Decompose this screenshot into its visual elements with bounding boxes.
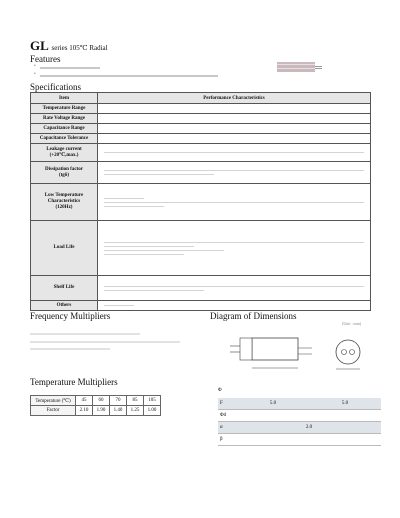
temperature-multipliers-heading: Temperature Multipliers xyxy=(30,377,118,387)
series-name: GL xyxy=(30,38,49,53)
temperature-cell: 60 xyxy=(93,396,110,406)
row-value xyxy=(98,104,371,114)
dim-key: β xyxy=(218,434,237,446)
row-value xyxy=(98,301,371,311)
feature-bullet-1: • xyxy=(34,64,36,69)
frequency-text xyxy=(30,348,110,350)
row-item-line: Dissipation factor xyxy=(45,166,83,172)
row-value xyxy=(98,114,371,124)
specifications-table xyxy=(30,92,371,311)
specifications-heading: Specifications xyxy=(30,82,81,92)
dim-cell xyxy=(309,434,381,446)
table-row xyxy=(218,398,381,410)
frequency-text xyxy=(30,341,180,343)
factor-label: Factor xyxy=(31,406,76,416)
row-item xyxy=(31,144,98,162)
page-title xyxy=(30,38,108,54)
dim-key: Φd xyxy=(218,410,237,422)
temperature-cell: 85 xyxy=(127,396,144,406)
table-row xyxy=(31,396,161,406)
row-item: Capacitance Tolerance xyxy=(31,134,98,144)
factor-cell: 2.10 xyxy=(76,406,93,416)
table-row xyxy=(218,434,381,446)
row-value xyxy=(98,276,371,301)
row-item-line: (+20℃,max.) xyxy=(49,152,79,158)
dim-cell: 2.0 xyxy=(237,422,381,434)
col-item-header: Item xyxy=(31,93,98,104)
phi-label: Φ xyxy=(218,388,222,393)
row-item: Others xyxy=(31,301,98,311)
factor-cell: 1.90 xyxy=(93,406,110,416)
row-value xyxy=(98,221,371,276)
dim-cell: 5.0 xyxy=(309,398,381,410)
temperature-label: Temperature (℃) xyxy=(31,396,76,406)
table-row xyxy=(31,406,161,416)
dimension-diagram xyxy=(210,324,390,384)
row-item: Temperature Range xyxy=(31,104,98,114)
row-value xyxy=(98,162,371,184)
temperature-multipliers-table xyxy=(30,395,161,416)
row-item-line: Low Temperature xyxy=(44,193,84,198)
features-heading: Features xyxy=(30,54,61,64)
dim-cell xyxy=(309,410,381,422)
row-value xyxy=(98,184,371,221)
factor-cell: 1.40 xyxy=(110,406,127,416)
dim-key: F xyxy=(218,398,237,410)
temperature-cell: 70 xyxy=(110,396,127,406)
dim-cell xyxy=(237,410,309,422)
row-item: Rate Voltage Range xyxy=(31,114,98,124)
factor-cell: 1.25 xyxy=(127,406,144,416)
feature-text-1 xyxy=(40,67,100,69)
series-subtitle: series 105℃ Radial xyxy=(51,44,108,52)
frequency-multipliers-heading: Frequency Multipliers xyxy=(30,311,111,321)
row-item xyxy=(31,162,98,184)
row-item: Shelf Life xyxy=(31,276,98,301)
factor-cell: 1.00 xyxy=(144,406,161,416)
dim-cell xyxy=(237,434,309,446)
table-row xyxy=(218,410,381,422)
row-item-line: (120Hz) xyxy=(55,205,73,210)
col-perf-header: Performance Characteristics xyxy=(98,93,371,104)
row-item-line: Characteristics xyxy=(47,199,81,204)
dim-key: α xyxy=(218,422,237,434)
dimensions-table xyxy=(218,398,381,446)
row-item: Load Life xyxy=(31,221,98,276)
row-item-line: (tgδ) xyxy=(58,172,70,178)
row-item: Capacitance Range xyxy=(31,124,98,134)
feature-text-2 xyxy=(40,75,218,77)
row-value xyxy=(98,134,371,144)
row-item-line: Leakage current xyxy=(46,146,82,152)
dim-cell: 5.0 xyxy=(237,398,309,410)
row-item xyxy=(31,184,98,221)
feature-bullet-2: • xyxy=(34,72,36,77)
frequency-text xyxy=(30,333,140,335)
capacitor-image xyxy=(277,60,322,74)
table-row xyxy=(218,422,381,434)
diagram-heading: Diagram of Dimensions xyxy=(210,311,297,321)
row-value xyxy=(98,144,371,162)
unit-note: (Unit : mm) xyxy=(342,321,362,326)
row-value xyxy=(98,124,371,134)
temperature-cell: 45 xyxy=(76,396,93,406)
temperature-cell: 105 xyxy=(144,396,161,406)
